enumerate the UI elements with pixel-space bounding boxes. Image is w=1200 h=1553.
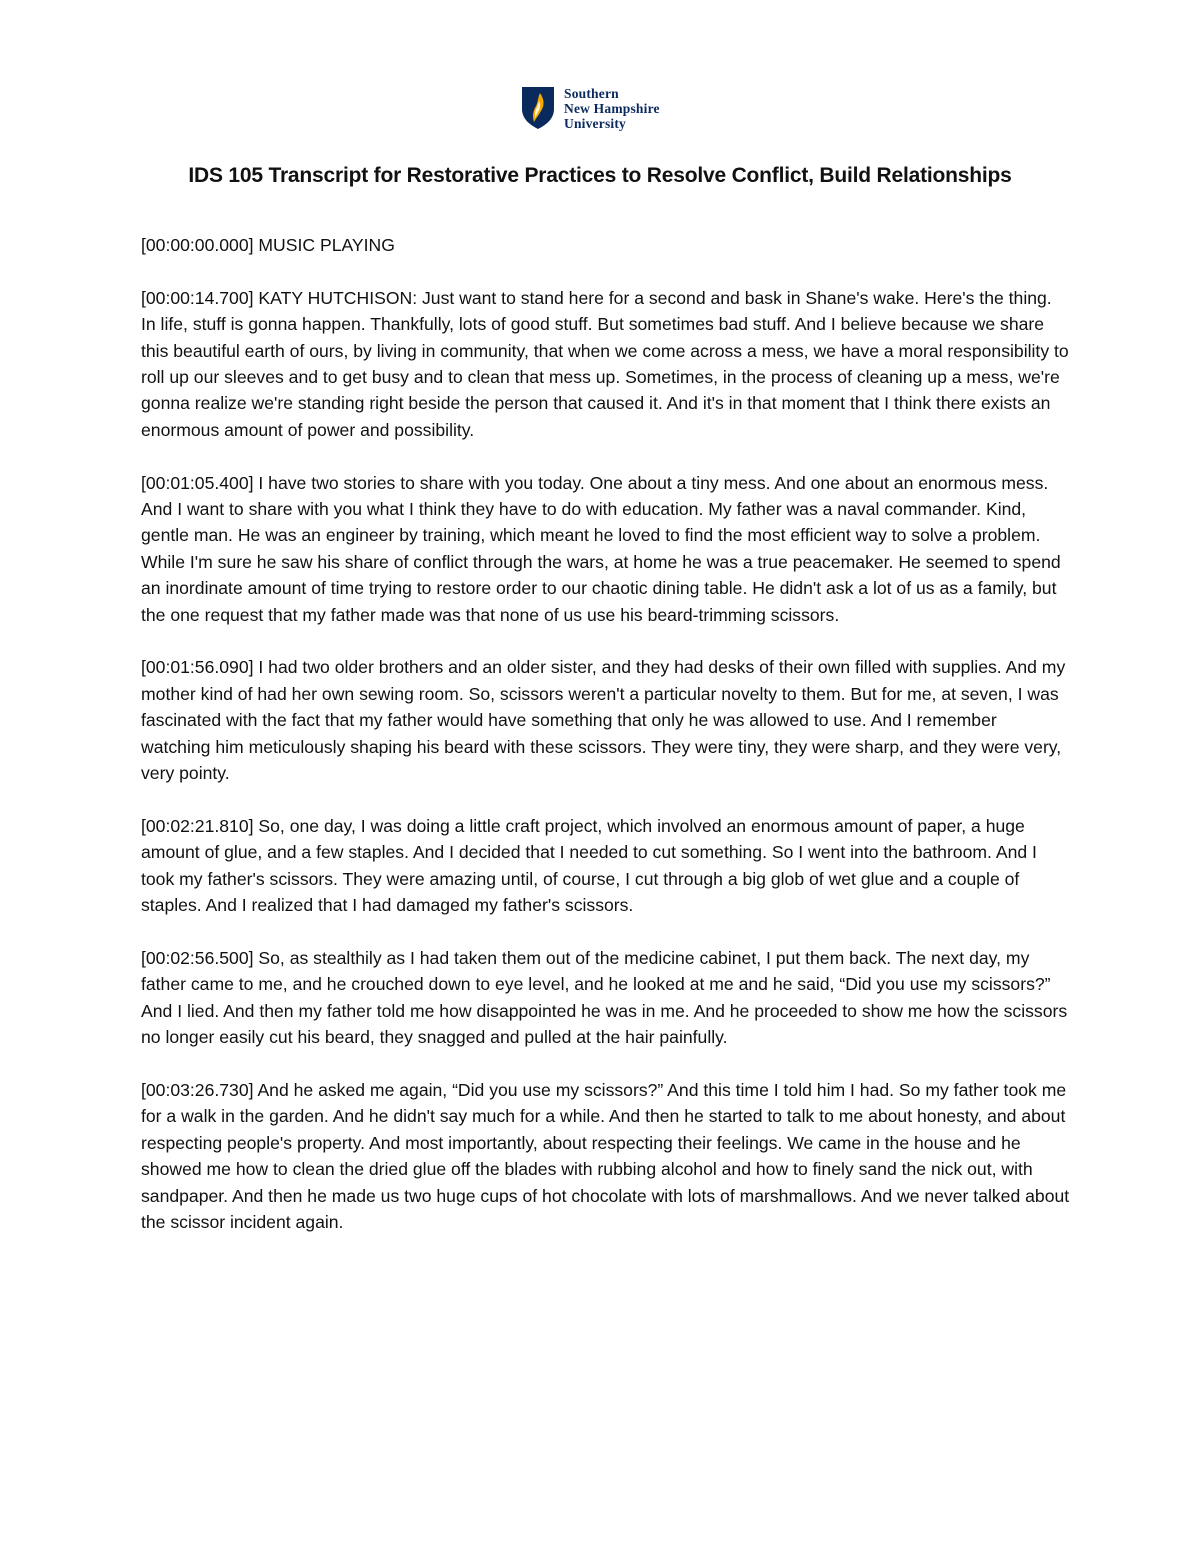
timestamp: [00:03:26.730] (141, 1079, 254, 1100)
transcript-paragraph (141, 813, 1071, 919)
paragraph-text: So, one day, I was doing a little craft project, which involved an enormous amount of paper, a huge amount of glue, and a few staples. And I decided that I needed to cut something. So I went into the bathroom. And I took my father's scissors. They were amazing until, of course, I cut through a big glob of wet glue and a couple of staples. And I realized that I had damaged my father's scissors. (141, 815, 1037, 916)
transcript-paragraph (141, 1077, 1071, 1235)
timestamp: [00:01:05.400] (141, 472, 254, 493)
timestamp: [00:02:56.500] (141, 947, 254, 968)
timestamp: [00:00:00.000] (141, 235, 254, 255)
timestamp: [00:02:21.810] (141, 815, 254, 836)
logo-line-2: New Hampshire (564, 100, 660, 116)
transcript-body (141, 232, 1071, 1262)
transcript-paragraph (141, 285, 1071, 443)
timestamp: [00:00:14.700] (141, 287, 254, 308)
paragraph-text: I had two older brothers and an older sister, and they had desks of their own filled with supplies. And my mother kind of had her own sewing room. So, scissors weren't a particular novelty to them. But for me, at seven, I was fascinated with the fact that my father would have something that only he was allowed to use. And I remember watching him meticulously shaping his beard with these scissors. They were tiny, they were sharp, and they were very, very pointy. (141, 657, 1066, 784)
snhu-shield-flame-icon (520, 85, 556, 131)
paragraph-text: And he asked me again, “Did you use my scissors?” And this time I told him I had. So my father took me for a walk in the garden. And he didn't say much for a while. And then he started to talk to me about honesty, and about respecting people's property. And most importantly, about respecting their feelings. We came in the house and he showed me how to clean the dried glue off the blades with rubbing alcohol and how to finely sand the nick out, with sandpaper. And then he made us two huge cups of hot chocolate with lots of marshmallows. And we never talked about the scissor incident again. (141, 1079, 1070, 1232)
paragraph-text: MUSIC PLAYING (258, 235, 395, 255)
paragraph-text: So, as stealthily as I had taken them out of the medicine cabinet, I put them back. The next day, my father came to me, and he crouched down to eye level, and he looked at me and he said, “Did you use my scissors?” And I lied. And then my father told me how disappointed he was in me. And he proceeded to show me how the scissors no longer easily cut his beard, they snagged and pulled at the hair painfully. (141, 947, 1068, 1048)
document-title: IDS 105 Transcript for Restorative Practices to Resolve Conflict, Build Relationships (188, 164, 1012, 187)
logo-line-3: University (564, 115, 626, 131)
logo-line-1: Southern (564, 85, 619, 101)
transcript-paragraph (141, 654, 1071, 786)
paragraph-text: KATY HUTCHISON: Just want to stand here for a second and bask in Shane's wake. Here's the thing. In life, stuff is gonna happen. Thankfully, lots of good stuff. But sometimes bad stuff. And I believe because we share this beautiful earth of ours, by living in community, that when we come across a mess, we have a moral responsibility to roll up our sleeves and to get busy and to clean that mess up. Sometimes, in the process of cleaning up a mess, we're gonna realize we're standing right beside the person that caused it. And it's in that moment that I think there exists an enormous amount of power and possibility. (141, 287, 1069, 440)
transcript-paragraph (141, 945, 1071, 1051)
transcript-paragraph (141, 470, 1071, 628)
university-logo (520, 84, 660, 132)
transcript-paragraph (141, 232, 1071, 258)
timestamp: [00:01:56.090] (141, 657, 254, 678)
paragraph-text: I have two stories to share with you today. One about a tiny mess. And one about an enormous mess. And I want to share with you what I think they have to do with education. My father was a naval commander. Kind, gentle man. He was an engineer by training, which meant he loved to find the most efficient way to solve a problem. While I'm sure he saw his share of conflict through the wars, at home he was a true peacemaker. He seemed to spend an inordinate amount of time trying to restore order to our chaotic dining table. He didn't ask a lot of us as a family, but the one request that my father made was that none of us use his beard-trimming scissors. (141, 472, 1061, 625)
logo-wordmark (564, 86, 660, 131)
